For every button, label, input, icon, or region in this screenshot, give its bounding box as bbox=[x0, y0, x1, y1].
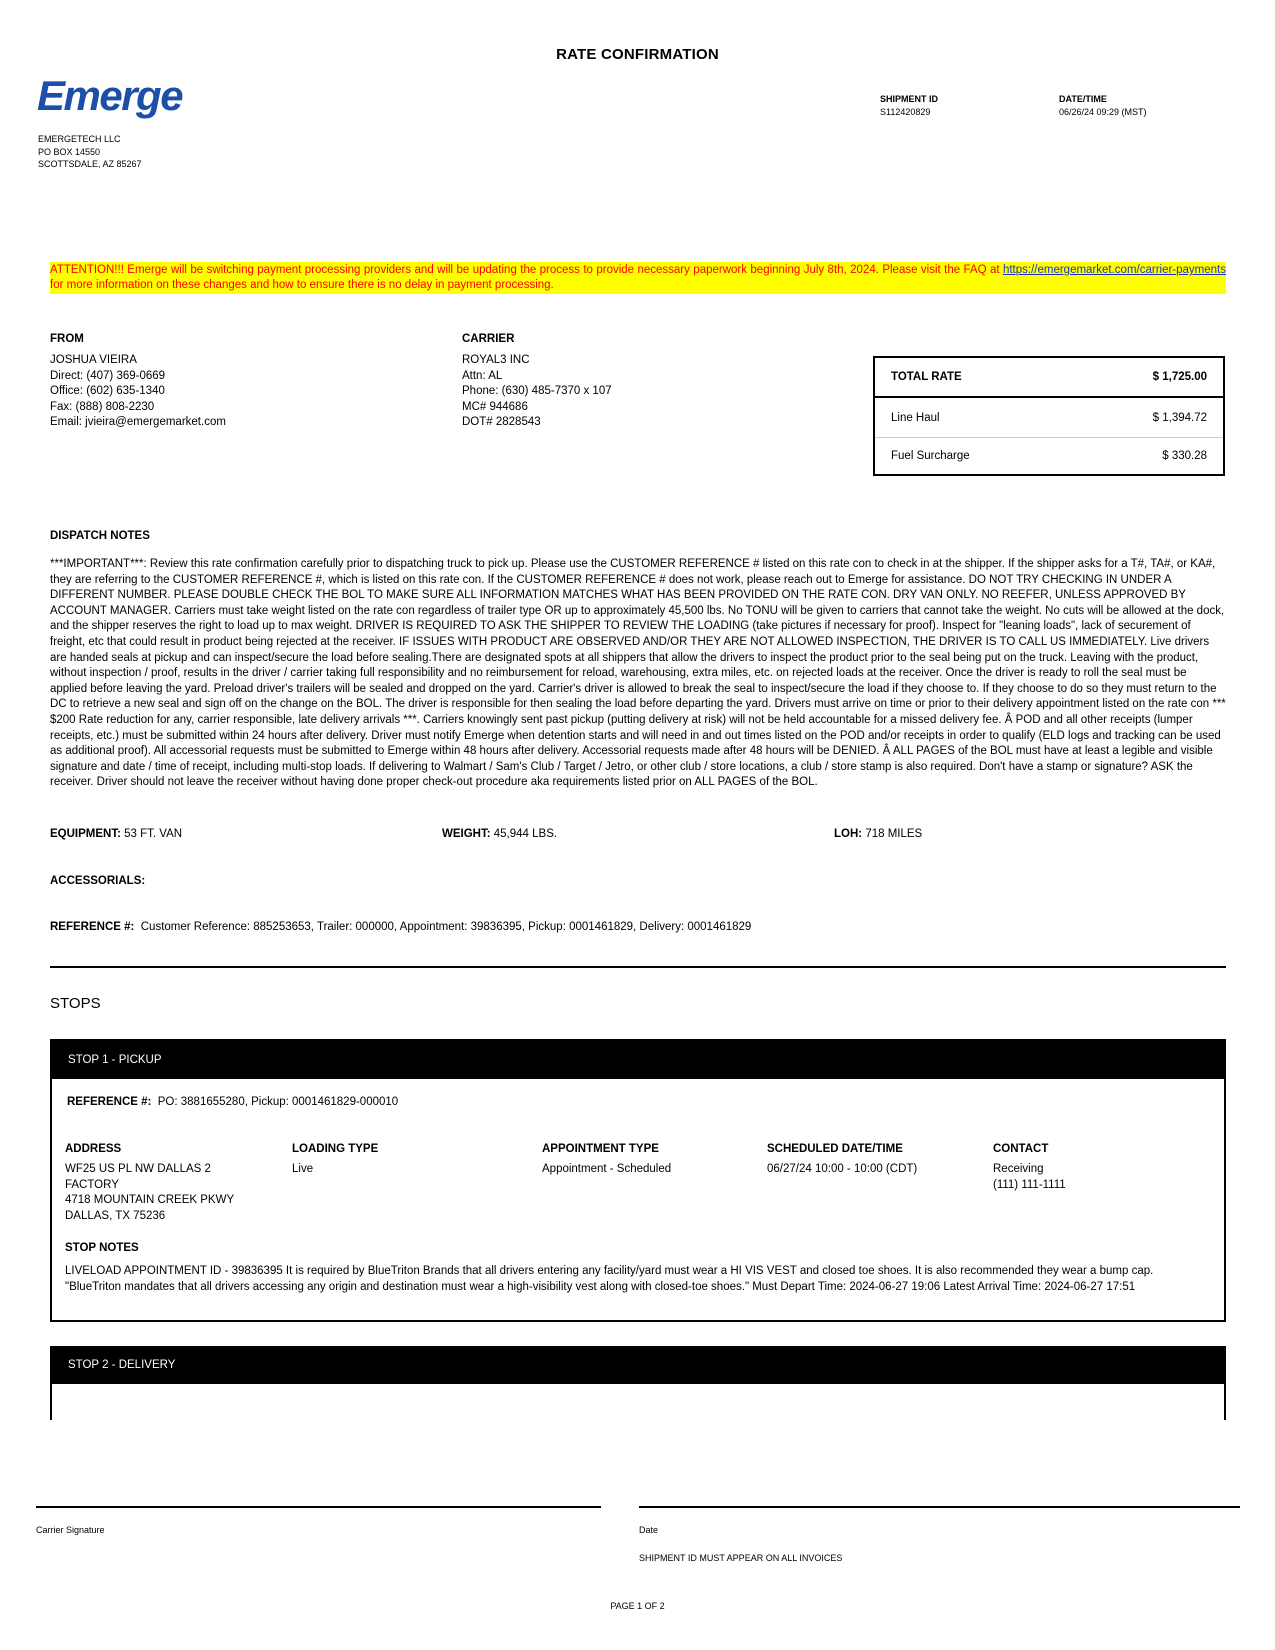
loh-value: 718 MILES bbox=[865, 828, 923, 840]
loading-type-label: LOADING TYPE bbox=[292, 1143, 379, 1155]
line-haul-value: $ 1,394.72 bbox=[1152, 411, 1207, 424]
appointment-type-value: Appointment - Scheduled bbox=[542, 1163, 672, 1175]
weight-value: 45,944 LBS. bbox=[493, 828, 558, 840]
weight-label: WEIGHT: bbox=[442, 828, 491, 840]
date-line bbox=[639, 1506, 1240, 1508]
datetime-value: 06/26/24 09:29 (MST) bbox=[1059, 107, 1147, 117]
equipment bbox=[50, 827, 182, 843]
from-fax: Fax: (888) 808-2230 bbox=[50, 400, 155, 413]
stop-1-reference bbox=[67, 1095, 398, 1111]
address-line: 4718 MOUNTAIN CREEK PKWY bbox=[65, 1194, 235, 1206]
stop-1-loading bbox=[292, 1143, 378, 1178]
attention-text-after: for more information on these changes and how to ensure there is no delay in payment processing. bbox=[50, 279, 554, 291]
shipment-id-value: S112420829 bbox=[880, 107, 931, 117]
rate-box bbox=[873, 356, 1225, 476]
address-lines bbox=[65, 1162, 275, 1224]
stop-2-box bbox=[50, 1346, 1226, 1420]
shipment-id-label: SHIPMENT ID bbox=[880, 94, 939, 104]
contact-name: Receiving bbox=[993, 1163, 1044, 1175]
carrier-signature-label: Carrier Signature bbox=[36, 1525, 105, 1535]
from-name: JOSHUA VIEIRA bbox=[50, 354, 137, 366]
stop-notes-text: LIVELOAD APPOINTMENT ID - 39836395 It is required by BlueTriton Brands that all drivers entering any facility/yard must wear a HI VIS VEST and closed toe shoes. It is also recommended they wear a bump cap. "BlueTriton mandates that all drivers accessing any origin and destination must wear a high-visibility vest along with closed-toe shoes." Must Depart Time: 2024-06-27 19:06 Latest Arrival Time: 2024-06-27 17:51 bbox=[65, 1265, 1154, 1293]
from-office: Office: (602) 635-1340 bbox=[50, 385, 165, 397]
stop-1-reference-label: REFERENCE #: bbox=[67, 1096, 152, 1108]
address-line: WF25 US PL NW DALLAS 2 bbox=[65, 1163, 211, 1175]
stop-1-reference-value: PO: 3881655280, Pickup: 0001461829-000010 bbox=[157, 1096, 399, 1108]
carrier-phone: Phone: (630) 485-7370 x 107 bbox=[462, 385, 612, 397]
shipment-id-note: SHIPMENT ID MUST APPEAR ON ALL INVOICES bbox=[639, 1553, 843, 1563]
company-name: EMERGETECH LLC bbox=[38, 134, 121, 144]
carrier-dot: DOT# 2828543 bbox=[462, 416, 541, 428]
carrier-section bbox=[462, 333, 612, 431]
stop-2-header: STOP 2 - DELIVERY bbox=[52, 1346, 1224, 1384]
address-label: ADDRESS bbox=[65, 1143, 122, 1155]
divider bbox=[50, 966, 1226, 968]
loading-type-value: Live bbox=[292, 1163, 314, 1175]
total-rate-value: $ 1,725.00 bbox=[1152, 371, 1207, 383]
carrier-label: CARRIER bbox=[462, 333, 515, 345]
stop-1-box bbox=[50, 1039, 1226, 1322]
address-line: FACTORY bbox=[65, 1178, 119, 1191]
loh-label: LOH: bbox=[834, 828, 863, 840]
page-number: PAGE 1 OF 2 bbox=[610, 1601, 665, 1611]
scheduled-datetime-label: SCHEDULED DATE/TIME bbox=[767, 1143, 903, 1155]
company-address bbox=[38, 133, 142, 171]
contact-label: CONTACT bbox=[993, 1143, 1049, 1155]
equipment-value: 53 FT. VAN bbox=[124, 828, 183, 840]
company-city: SCOTTSDALE, AZ 85267 bbox=[38, 159, 142, 169]
loh bbox=[834, 827, 922, 843]
date-label: Date bbox=[639, 1525, 659, 1535]
stops-title: STOPS bbox=[50, 995, 101, 1012]
reference bbox=[50, 920, 751, 936]
attention-banner bbox=[50, 262, 1226, 294]
carrier-signature-line bbox=[36, 1506, 601, 1508]
scheduled-datetime-value: 06/27/24 10:00 - 10:00 (CDT) bbox=[767, 1163, 918, 1175]
from-email: Email: jvieira@emergemarket.com bbox=[50, 416, 226, 428]
stop-notes-label: STOP NOTES bbox=[65, 1242, 139, 1254]
company-po-box: PO BOX 14550 bbox=[38, 146, 101, 157]
weight bbox=[442, 827, 557, 843]
carrier-name: ROYAL3 INC bbox=[462, 354, 530, 366]
dispatch-notes-text: ***IMPORTANT***: Review this rate confirmation carefully prior to dispatching truck to pick up. Please use the CUSTOMER REFERENCE # listed on this rate con to check in at the shipper. If the shipper asks for a T#, TA#, or KA#, they are referring to the CUSTOMER REFERENCE #, which is listed on this rate con. If the CUSTOMER REFERENCE # does not work, please reach out to Emerge for assistance. DO NOT TRY CHECKING IN UNDER A DIFFERENT NUMBER. PLEASE DOUBLE CHECK THE BOL TO MAKE SURE ALL INFORMATION MATCHES WHAT HAS BEEN PROVIDED ON THE RATE CON. DRY VAN ONLY. NO REEFER, UNLESS APPROVED BY ACCOUNT MANAGER. Carriers must take weight listed on the rate con regardless of trailer type OR up to approximately 45,500 lbs. No TONU will be given to carriers that cannot take the weight. No cuts will be allowed at the dock, and the shipper reserves the right to load up to max weight. DRIVER IS REQUIRED TO ASK THE SHIPPER TO REVIEW THE LOADING (take pictures if necessary for proof). Inspect for "leaning loads", lack of securement of freight, etc that could result in product being rejected at the receiver. IF ISSUES WITH PRODUCT ARE OBSERVED AND/OR THEY ARE NOT ALLOWED INSPECTION, THE DRIVER IS TO CALL US IMMEDIATELY. Live drivers are handed seals at pickup and can inspect/secure the load before sealing.There are designated spots at all shippers that allow the drivers to inspect the product prior to the seal being put on the truck. Leaving with the product, without inspection / proof, results in the driver / carrier taking full responsibility and no reimbursement for reload, warehousing, extra miles, etc. on rejected loads at the receiver. Once the driver is ready to roll the seal must be applied before leaving the yard. Preload driver's trailers will be sealed and dropped on the yard. Carrier's driver is allowed to break the seal to inspect/secure the load if they choose to. If they choose to do so they must return to the DC to retrieve a new seal and sign off on the change on the BOL. The driver is responsible for then sealing the load before departing the yard. Drivers must arrive on time or prior to their delivery appointment listed on the rate con *** $200 Rate reduction for any, carrier responsible, late delivery arrivals ***. Carriers knowingly sent past pickup (putting delivery at risk) will not be held accountable for a missed delivery fee. Â POD and all other receipts (lumper receipts, etc.) must be submitted within 24 hours after delivery. Driver must notify Emerge when detention starts and will need in and out times listed on the POD and/or receipts in order to qualify (ELD logs and tracking can be used as additional proof). All accessorial requests must be submitted to Emerge within 48 hours after delivery. Accessorial requests made after 48 hours will be DENIED. Â ALL PAGES of the BOL must have at least a legible and visible signature and date / time of receipt, including multi-stop loads. If delivering to Walmart / Sam's Club / Target / Jetro, or other club / store locations, a club / store stamp is also required. Don't have a stamp or signature? ASK the receiver. Driver should not leave the receiver without having done proper check-out procedure aka requirements listed prior on ALL PAGES of the BOL. bbox=[50, 558, 1226, 789]
accessorials-label: ACCESSORIALS: bbox=[50, 875, 146, 887]
dispatch-notes-label: DISPATCH NOTES bbox=[50, 530, 150, 542]
shipment-id-block bbox=[880, 94, 938, 117]
line-haul-row bbox=[875, 398, 1223, 438]
line-haul-label: Line Haul bbox=[891, 411, 940, 424]
stop-1-appointment bbox=[542, 1143, 671, 1178]
carrier-attn: Attn: AL bbox=[462, 369, 503, 382]
stop-1-address bbox=[65, 1143, 275, 1224]
appointment-type-label: APPOINTMENT TYPE bbox=[542, 1143, 659, 1155]
fuel-surcharge-value: $ 330.28 bbox=[1162, 450, 1207, 462]
document-title: RATE CONFIRMATION bbox=[556, 46, 719, 63]
stop-1-header: STOP 1 - PICKUP bbox=[52, 1041, 1224, 1079]
emerge-logo: Emerge bbox=[37, 72, 183, 119]
total-rate-label: TOTAL RATE bbox=[891, 371, 962, 383]
reference-value: Customer Reference: 885253653, Trailer: 000000, Appointment: 39836395, Pickup: 0001461829, Delivery: 0001461829 bbox=[140, 921, 752, 933]
fuel-surcharge-label: Fuel Surcharge bbox=[891, 450, 970, 462]
total-rate-row bbox=[875, 358, 1223, 398]
from-direct: Direct: (407) 369-0669 bbox=[50, 369, 166, 382]
carrier-payments-link[interactable]: https://emergemarket.com/carrier-payments bbox=[1002, 264, 1226, 276]
contact-phone: (111) 111-1111 bbox=[993, 1178, 1066, 1191]
equipment-label: EQUIPMENT: bbox=[50, 828, 121, 840]
datetime-label: DATE/TIME bbox=[1059, 94, 1107, 104]
attention-text: ATTENTION!!! Emerge will be switching payment processing providers and will be updating the process to provide necessary paperwork beginning July 8th, 2024. Please visit the FAQ at bbox=[50, 264, 1003, 276]
carrier-mc: MC# 944686 bbox=[462, 400, 528, 413]
from-details bbox=[50, 353, 226, 431]
carrier-details bbox=[462, 353, 612, 431]
reference-label: REFERENCE #: bbox=[50, 921, 135, 933]
contact-lines bbox=[993, 1162, 1066, 1193]
stop-1-schedule bbox=[767, 1143, 917, 1178]
stop-1-contact bbox=[993, 1143, 1066, 1193]
datetime-block bbox=[1059, 94, 1147, 117]
from-section bbox=[50, 333, 226, 431]
address-line: DALLAS, TX 75236 bbox=[65, 1209, 166, 1222]
fuel-surcharge-row bbox=[875, 438, 1223, 474]
from-label: FROM bbox=[50, 333, 84, 345]
